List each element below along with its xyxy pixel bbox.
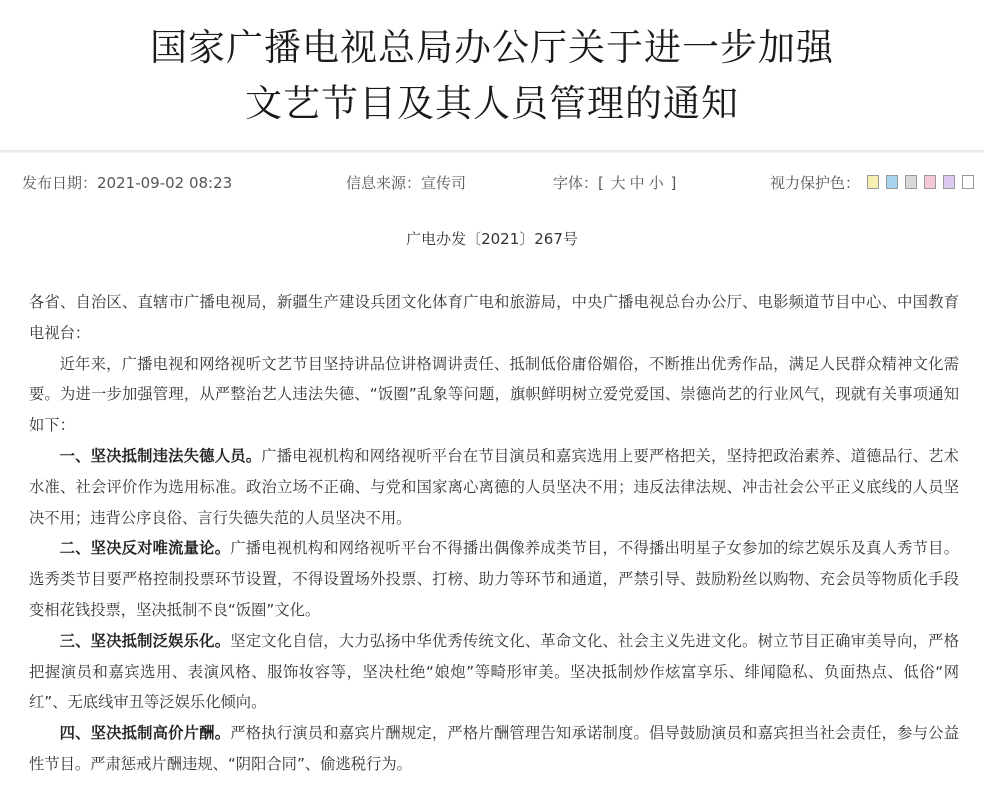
color-swatch[interactable]: [924, 175, 936, 189]
info-source-label: 信息来源：: [346, 174, 422, 192]
color-swatch[interactable]: [886, 175, 898, 189]
item-text: 广播电视机构和网络视听平台不得播出偶像养成类节目，不得播出明星子女参加的综艺娱乐及真人秀节目。选秀类节目要严格控制投票环节设置，不得设置场外投票、打榜、助力等环节和通道，严禁引导、鼓励粉丝以购物、充会员等物质化手段变相花钱投票，坚决抵制不良“饭圈”文化。: [29, 539, 959, 619]
article-title-line-2: 文艺节目及其人员管理的通知: [245, 82, 739, 125]
item-paragraph: [29, 718, 959, 780]
font-bracket-close: ]: [670, 174, 677, 192]
article-title-line-1: 国家广播电视总局办公厅关于进一步加强: [150, 26, 834, 69]
color-swatch-group: [860, 174, 974, 192]
font-medium-button[interactable]: 中: [629, 174, 645, 192]
item-text: 严格执行演员和嘉宾片酬规定，严格片酬管理告知承诺制度。倡导鼓励演员和嘉宾担当社会责任，参与公益性节目。严肃惩戒片酬违规、“阴阳合同”、偷逃税行为。: [29, 724, 959, 773]
article-body: [29, 287, 959, 780]
font-small-button[interactable]: 小: [648, 174, 664, 192]
font-bracket-open: [: [598, 174, 604, 192]
color-swatch[interactable]: [943, 175, 955, 189]
publish-date-value: 2021-09-02 08:23: [97, 174, 233, 192]
item-paragraph: [29, 533, 959, 625]
item-heading: 一、坚决抵制违法失德人员。: [59, 446, 262, 465]
title-divider: [0, 150, 984, 153]
font-size-label: 字体：: [553, 174, 599, 192]
article-title: [0, 20, 984, 132]
intro-paragraph: 近年来，广播电视和网络视听文艺节目坚持讲品位讲格调讲责任、抵制低俗庸俗媚俗，不断推出优秀作品，满足人民群众精神文化需要。为进一步加强管理，从严整治艺人违法失德、“饭圈”乱象等问题，旗帜鲜明树立爱党爱国、崇德尚艺的行业风气，现就有关事项通知如下：: [29, 354, 959, 435]
item-text: 坚定文化自信，大力弘扬中华优秀传统文化、革命文化、社会主义先进文化。树立节目正确审美导向，严格把握演员和嘉宾选用、表演风格、服饰妆容等，坚决杜绝“娘炮”等畸形审美。坚决抵制炒作炫富享乐、绯闻隐私、负面热点、低俗“网红”、无底线审丑等泛娱乐化倾向。: [29, 631, 959, 712]
publish-date-label: 发布日期：: [22, 174, 98, 192]
item-heading: 三、坚决抵制泛娱乐化。: [59, 631, 231, 650]
item-paragraph: [29, 441, 959, 533]
eye-protection-colors: [770, 173, 974, 193]
item-paragraph: [29, 626, 959, 718]
publish-date: [22, 173, 232, 193]
salutation: 各省、自治区、直辖市广播电视局，新疆生产建设兵团文化体育广电和旅游局，中央广播电视总台办公厅、电影频道节目中心、中国教育电视台：: [29, 293, 959, 342]
font-size-control: [553, 173, 676, 193]
info-source-value: 宣传司: [421, 174, 467, 192]
eye-protection-label: 视力保护色：: [770, 174, 861, 192]
item-text: 广播电视机构和网络视听平台在节目演员和嘉宾选用上要严格把关，坚持把政治素养、道德品行、艺术水准、社会评价作为选用标准。政治立场不正确、与党和国家离心离德的人员坚决不用；违反法律法规、冲击社会公平正义底线的人员坚决不用；违背公序良俗、言行失德失范的人员坚决不用。: [29, 446, 959, 527]
font-large-button[interactable]: 大: [610, 174, 626, 192]
info-source: [346, 173, 466, 193]
item-heading: 二、坚决反对唯流量论。: [59, 539, 231, 558]
document-number: 广电办发〔2021〕267号: [406, 230, 578, 248]
color-swatch[interactable]: [867, 175, 879, 189]
color-swatch[interactable]: [905, 175, 917, 189]
color-swatch[interactable]: [962, 175, 974, 189]
item-heading: 四、坚决抵制高价片酬。: [59, 724, 231, 743]
